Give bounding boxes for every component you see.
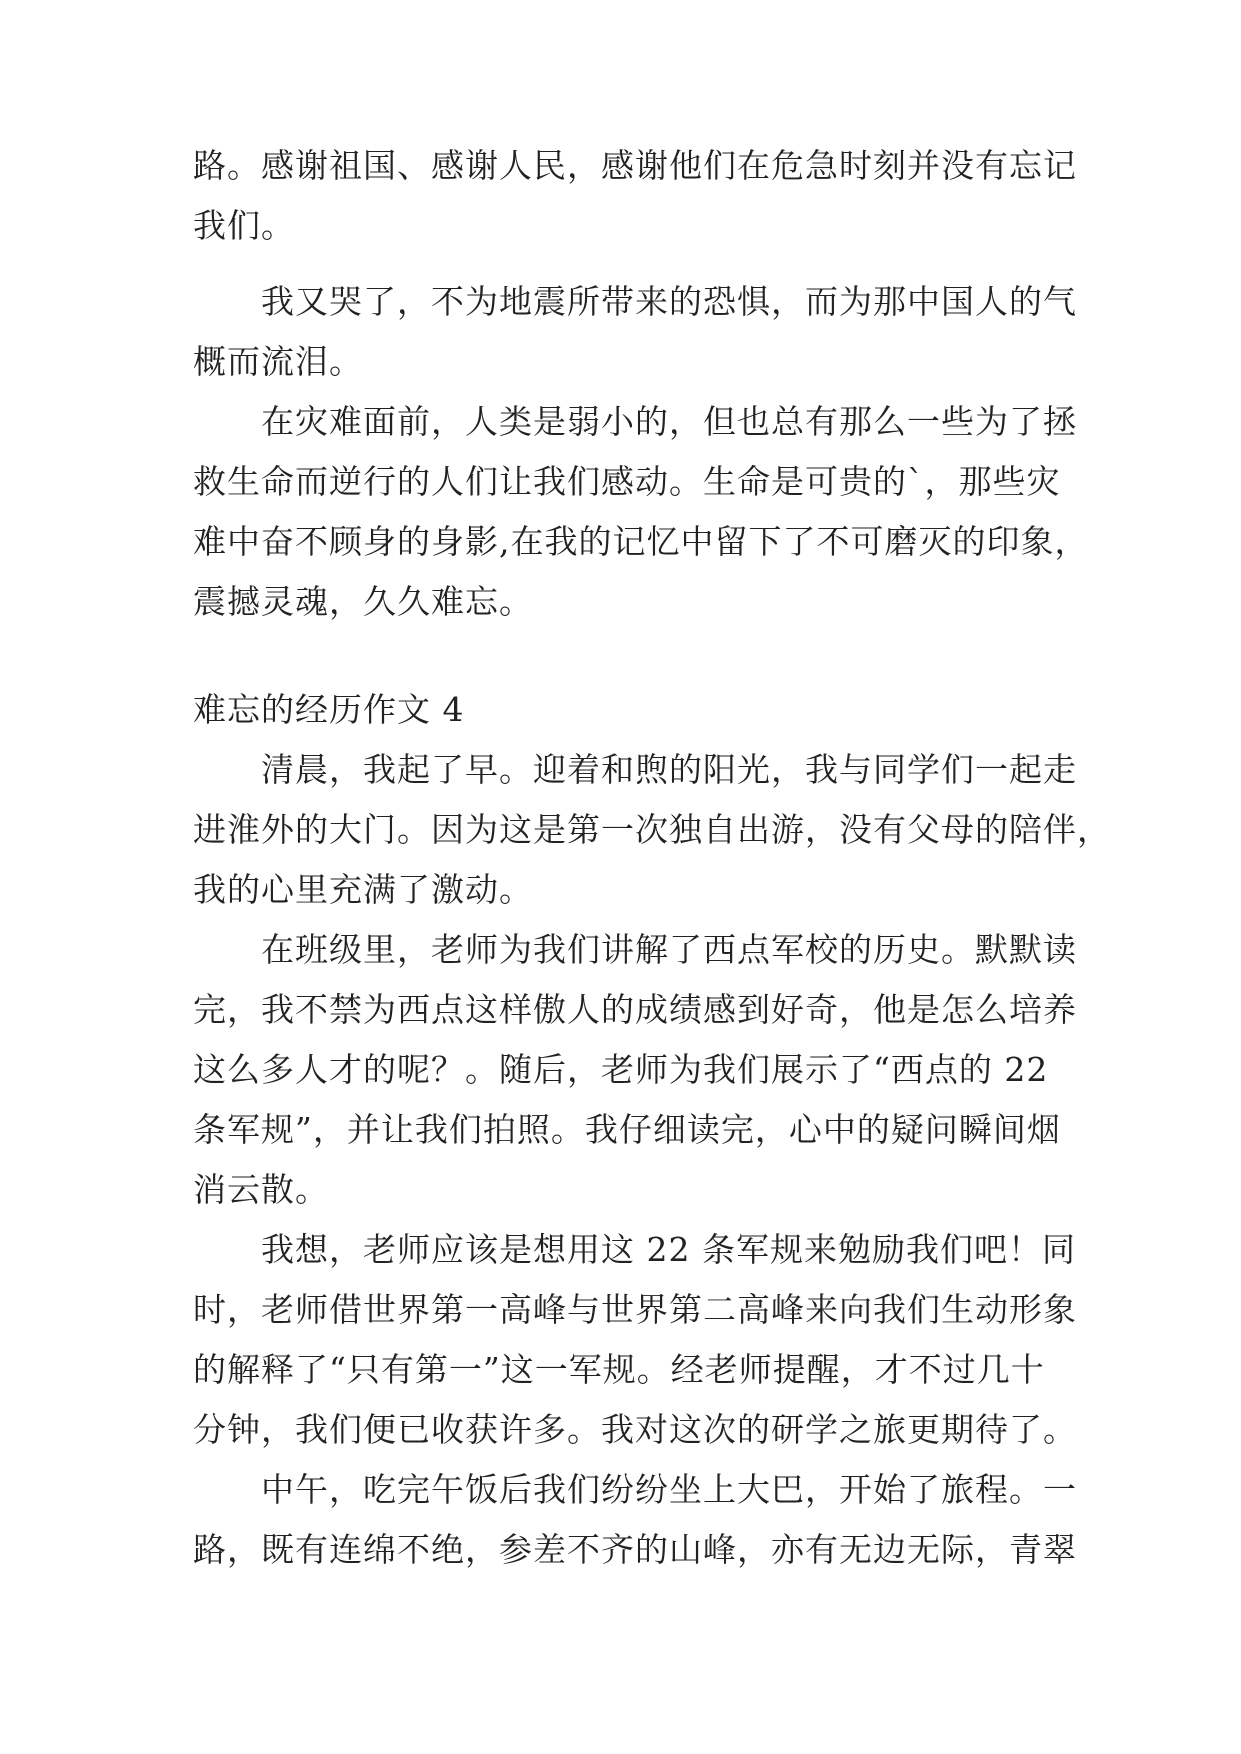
text-line: 完，我不禁为西点这样傲人的成绩感到好奇，他是怎么培养 — [193, 990, 1077, 1029]
text-line: 分钟，我们便已收获许多。我对这次的研学之旅更期待了。 — [193, 1410, 1077, 1449]
text-line: 这么多人才的呢？。随后，老师为我们展示了“西点的 22 — [193, 1050, 1049, 1089]
text-line: 路。感谢祖国、感谢人民，感谢他们在危急时刻并没有忘记 — [193, 146, 1077, 185]
text-line: 我想，老师应该是想用这 22 条军规来勉励我们吧！同 — [193, 1230, 1076, 1269]
text-line: 我又哭了，不为地震所带来的恐惧，而为那中国人的气 — [193, 282, 1077, 321]
text-line: 进淮外的大门。因为这是第一次独自出游，没有父母的陪伴， — [193, 810, 1111, 849]
text-line: 中午，吃完午饭后我们纷纷坐上大巴，开始了旅程。一 — [193, 1470, 1077, 1509]
text-line: 难中奋不顾身的身影,在我的记忆中留下了不可磨灭的印象， — [193, 522, 1089, 561]
text-line: 救生命而逆行的人们让我们感动。生命是可贵的`，那些灾 — [193, 462, 1061, 501]
text-line: 清晨，我起了早。迎着和煦的阳光，我与同学们一起走 — [193, 750, 1077, 789]
text-line: 消云散。 — [193, 1170, 329, 1209]
text-line: 的解释了“只有第一”这一军规。经老师提醒，才不过几十 — [193, 1350, 1045, 1389]
text-line: 概而流泪。 — [193, 342, 363, 381]
text-line: 我们。 — [193, 206, 295, 245]
text-line: 条军规”，并让我们拍照。我仔细读完，心中的疑问瞬间烟 — [193, 1110, 1061, 1149]
text-line: 在灾难面前，人类是弱小的，但也总有那么一些为了拯 — [193, 402, 1077, 441]
text-line: 路，既有连绵不绝，参差不齐的山峰，亦有无边无际，青翠 — [193, 1530, 1077, 1569]
text-line: 震撼灵魂，久久难忘。 — [193, 582, 533, 621]
text-line: 我的心里充满了激动。 — [193, 870, 533, 909]
section-heading: 难忘的经历作文 4 — [193, 690, 465, 729]
text-line: 在班级里，老师为我们讲解了西点军校的历史。默默读 — [193, 930, 1077, 969]
text-line: 时，老师借世界第一高峰与世界第二高峰来向我们生动形象 — [193, 1290, 1077, 1329]
